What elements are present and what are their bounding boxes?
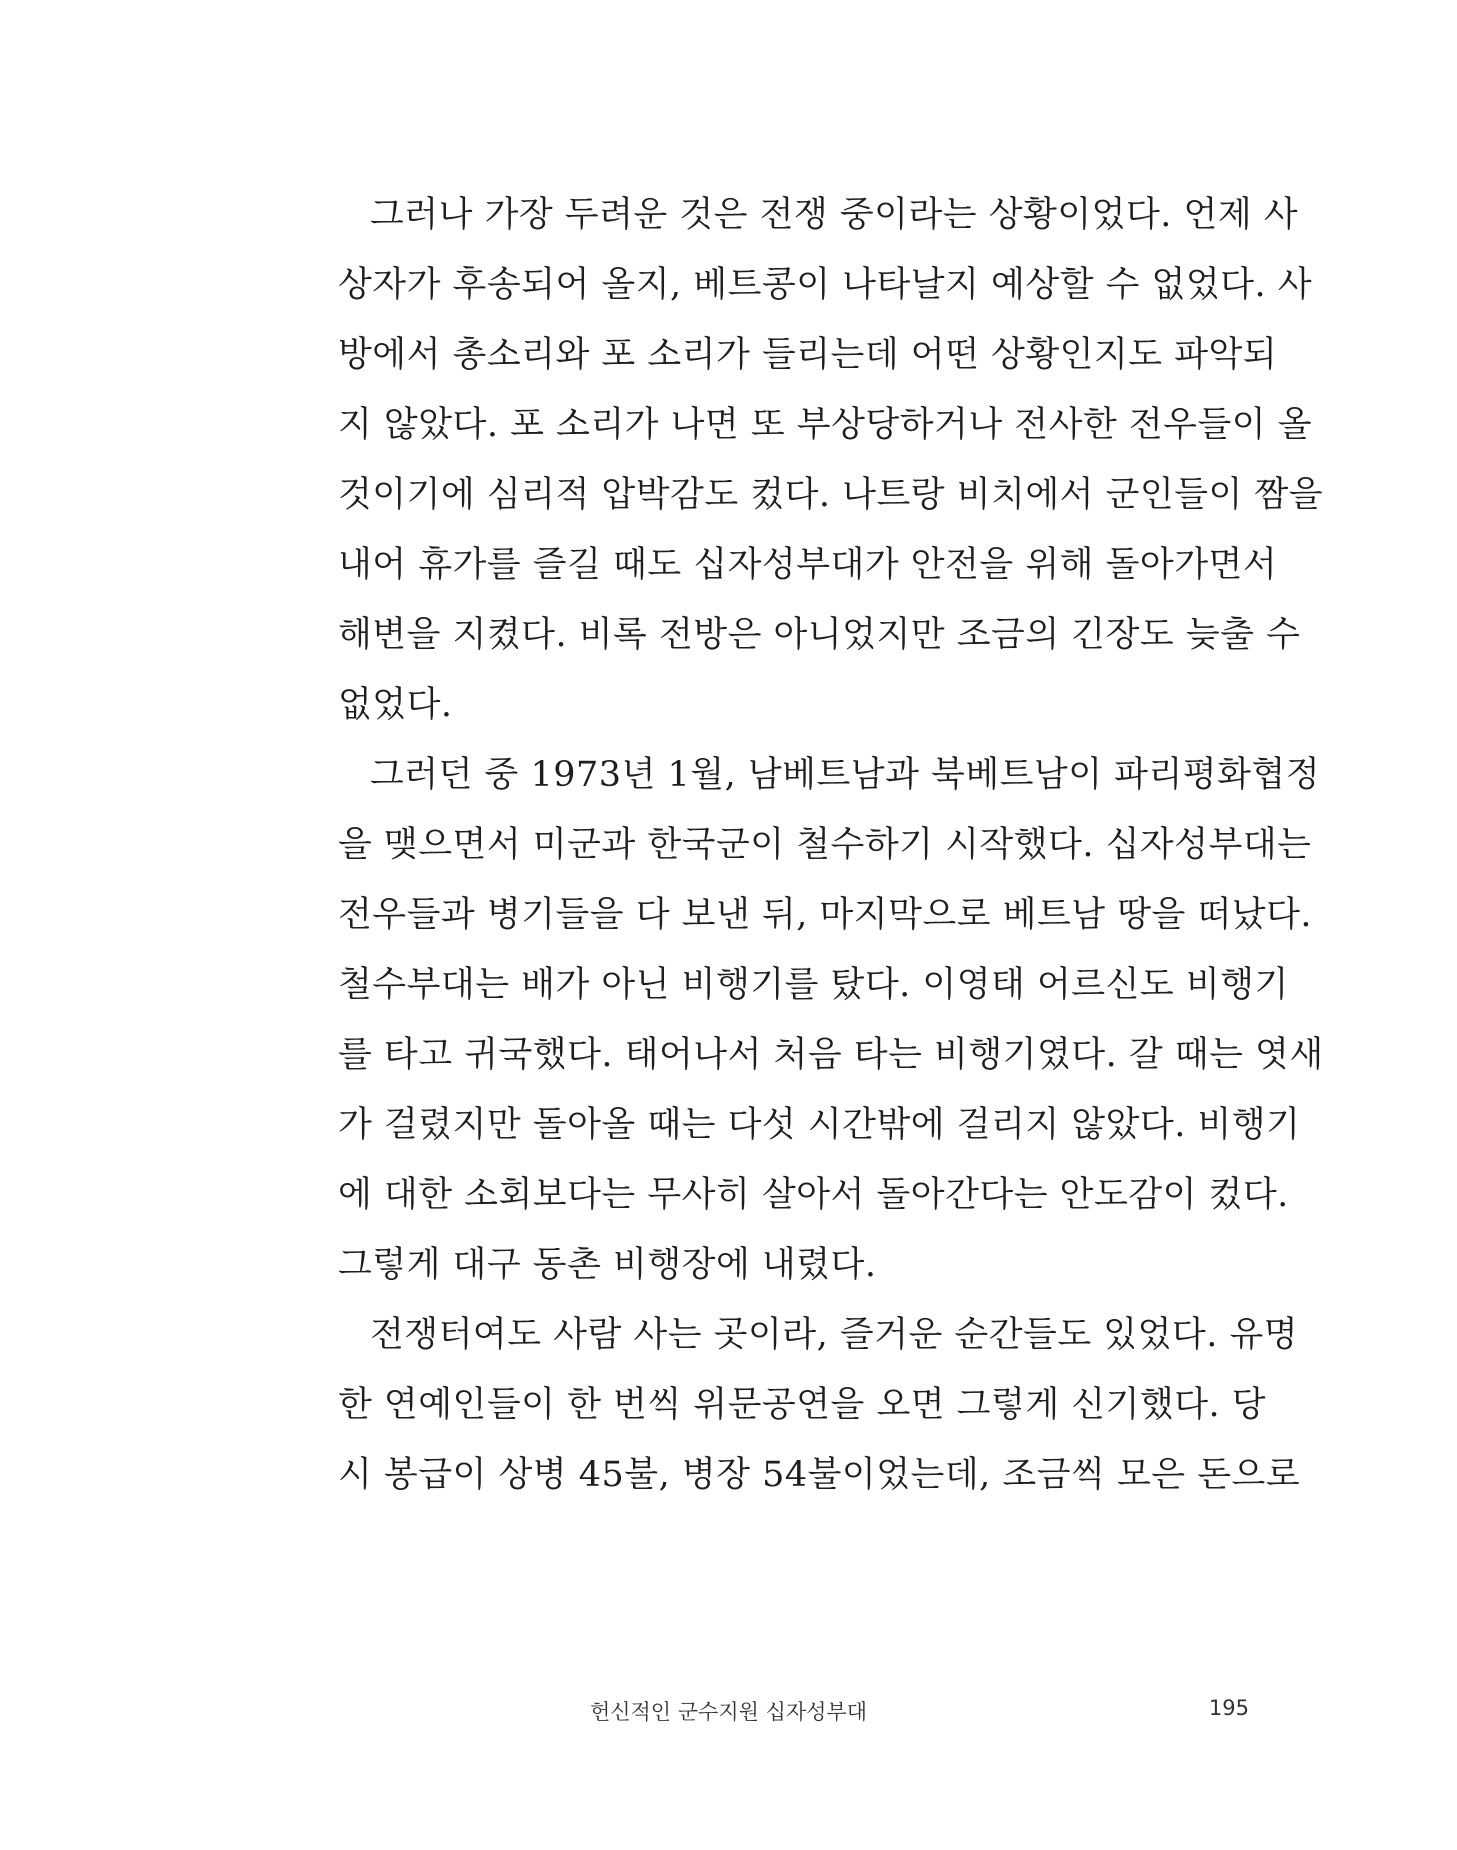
text-line: 것이기에 심리적 압박감도 컸다. 나트랑 비치에서 군인들이 짬을 xyxy=(338,475,1324,515)
text-line: 그렇게 대구 동촌 비행장에 내렸다. xyxy=(338,1245,877,1285)
body-text xyxy=(338,180,1324,1510)
text-line: 을 맺으면서 미군과 한국군이 철수하기 시작했다. 십자성부대는 xyxy=(338,825,1312,865)
page-number: 195 xyxy=(1208,1696,1249,1720)
text-line: 철수부대는 배가 아닌 비행기를 탔다. 이영태 어르신도 비행기 xyxy=(338,965,1289,1005)
text-line: 없었다. xyxy=(338,685,453,725)
text-line: 에 대한 소회보다는 무사히 살아서 돌아간다는 안도감이 컸다. xyxy=(338,1175,1289,1215)
text-line: 그러던 중 1973년 1월, 남베트남과 북베트남이 파리평화협정 xyxy=(370,755,1321,795)
text-line: 방에서 총소리와 포 소리가 들리는데 어떤 상황인지도 파악되 xyxy=(338,335,1278,375)
text-line: 그러나 가장 두려운 것은 전쟁 중이라는 상황이었다. 언제 사 xyxy=(370,195,1299,235)
text-line: 전쟁터여도 사람 사는 곳이라, 즐거운 순간들도 있었다. 유명 xyxy=(370,1315,1299,1355)
text-line: 를 타고 귀국했다. 태어나서 처음 타는 비행기였다. 갈 때는 엿새 xyxy=(338,1035,1324,1075)
text-line: 가 걸렸지만 돌아올 때는 다섯 시간밖에 걸리지 않았다. 비행기 xyxy=(338,1105,1301,1145)
text-line: 전우들과 병기들을 다 보낸 뒤, 마지막으로 베트남 땅을 떠났다. xyxy=(338,895,1313,935)
text-line: 해변을 지켰다. 비록 전방은 아니었지만 조금의 긴장도 늦출 수 xyxy=(338,615,1301,655)
text-line: 한 연예인들이 한 번씩 위문공연을 오면 그렇게 신기했다. 당 xyxy=(338,1385,1267,1425)
running-footer-title: 헌신적인 군수지원 십자성부대 xyxy=(589,1700,868,1724)
text-line: 시 봉급이 상병 45불, 병장 54불이었는데, 조금씩 모은 돈으로 xyxy=(338,1455,1301,1495)
text-line: 내어 휴가를 즐길 때도 십자성부대가 안전을 위해 돌아가면서 xyxy=(338,545,1278,585)
text-line: 상자가 후송되어 올지, 베트콩이 나타날지 예상할 수 없었다. 사 xyxy=(338,265,1313,305)
text-line: 지 않았다. 포 소리가 나면 또 부상당하거나 전사한 전우들이 올 xyxy=(338,405,1313,445)
